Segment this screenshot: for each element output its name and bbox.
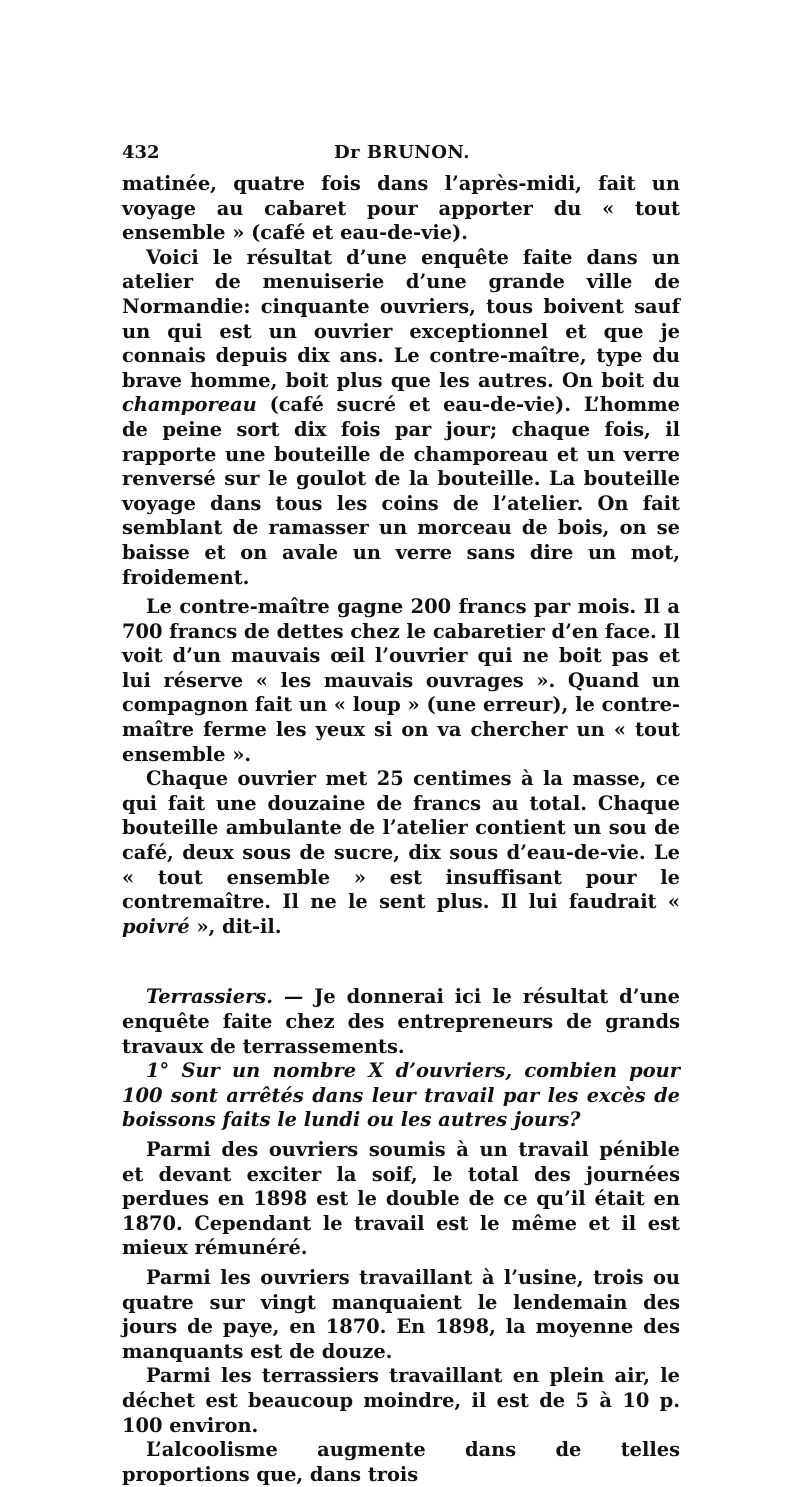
question: 1° Sur un nombre X d’ouvriers, combien pour 100 sont arrêtés dans leur travail par les excès de boissons faits le lundi ou les autres jours? — [122, 1059, 680, 1132]
paragraph: L’alcoolisme augmente dans de telles proportions que, dans trois — [122, 1438, 680, 1486]
paragraph: matinée, quatre fois dans l’après-midi, fait un voyage au cabaret pour apporter du « tout ensemble » (café et eau-de-vie). — [122, 172, 680, 245]
page-header — [122, 140, 682, 170]
paragraph: Parmi des ouvriers soumis à un travail pénible et devant exciter la soif, le total des journées perdues en 1898 est le double de ce qu’il était en 1870. Cependant le travail est le même et il est mieux rémunéré. — [122, 1137, 680, 1260]
body-text — [122, 172, 680, 1487]
paragraph: Le contre-maître gagne 200 francs par mois. Il a 700 francs de dettes chez le cabaretier d’en face. Il voit d’un mauvais œil l’ouvrier qui ne boit pas et lui réserve « les mauvais ouvrages ». Quand un compagnon fait un « loup » (une erreur), le contre-maître ferme les yeux si on va chercher un « tout ensemble ». — [122, 595, 680, 766]
paragraph: Parmi les ouvriers travaillant à l’usine, trois ou quatre sur vingt manquaient le lendemain des jours de paye, en 1870. En 1898, la moyenne des manquants est de douze. — [122, 1265, 680, 1363]
question-paragraph — [122, 1059, 680, 1133]
paragraph: Parmi les terrassiers travaillant en plein air, le déchet est beaucoup moindre, il est de 5 à 10 p. 100 environ. — [122, 1364, 680, 1437]
emphasis: champoreau — [122, 393, 257, 417]
paragraph: Chaque ouvrier met 25 centimes à la masse, ce qui fait une douzaine de francs au total. Chaque bouteille ambulante de l’atelier contient un sou de café, deux sous de sucre, dix sous d’eau-de-vie. Le « tout ensemble » est insuffisant pour le contremaître. Il ne le sent plus. Il lui faudrait « poivré », dit-il. — [122, 767, 680, 938]
section-paragraph: Terrassiers. — Je donnerai ici le résultat d’une enquête faite chez des entrepreneurs de grands travaux de terrassements. — [122, 985, 680, 1058]
paragraph: Voici le résultat d’une enquête faite dans un atelier de menuiserie d’une grande ville de Normandie: cinquante ouvriers, tous boivent sauf un qui est un ouvrier exceptionnel et que je connais depuis dix ans. Le contre-maître, type du brave homme, boit plus que les autres. On boit du champoreau (café sucré et eau-de-vie). L’homme de peine sort dix fois par jour; chaque fois, il rapporte une bouteille de champoreau et un verre renversé sur le goulot de la bouteille. La bouteille voyage dans tous les coins de l’atelier. On fait semblant de ramasser un morceau de bois, on se baisse et on avale un verre sans dire un mot, froidement. — [122, 245, 680, 589]
page-number: 432 — [122, 142, 160, 163]
section-title: Terrassiers. — [146, 985, 273, 1009]
emphasis: poivré — [122, 914, 190, 938]
running-head: Dr BRUNON. — [334, 142, 470, 163]
